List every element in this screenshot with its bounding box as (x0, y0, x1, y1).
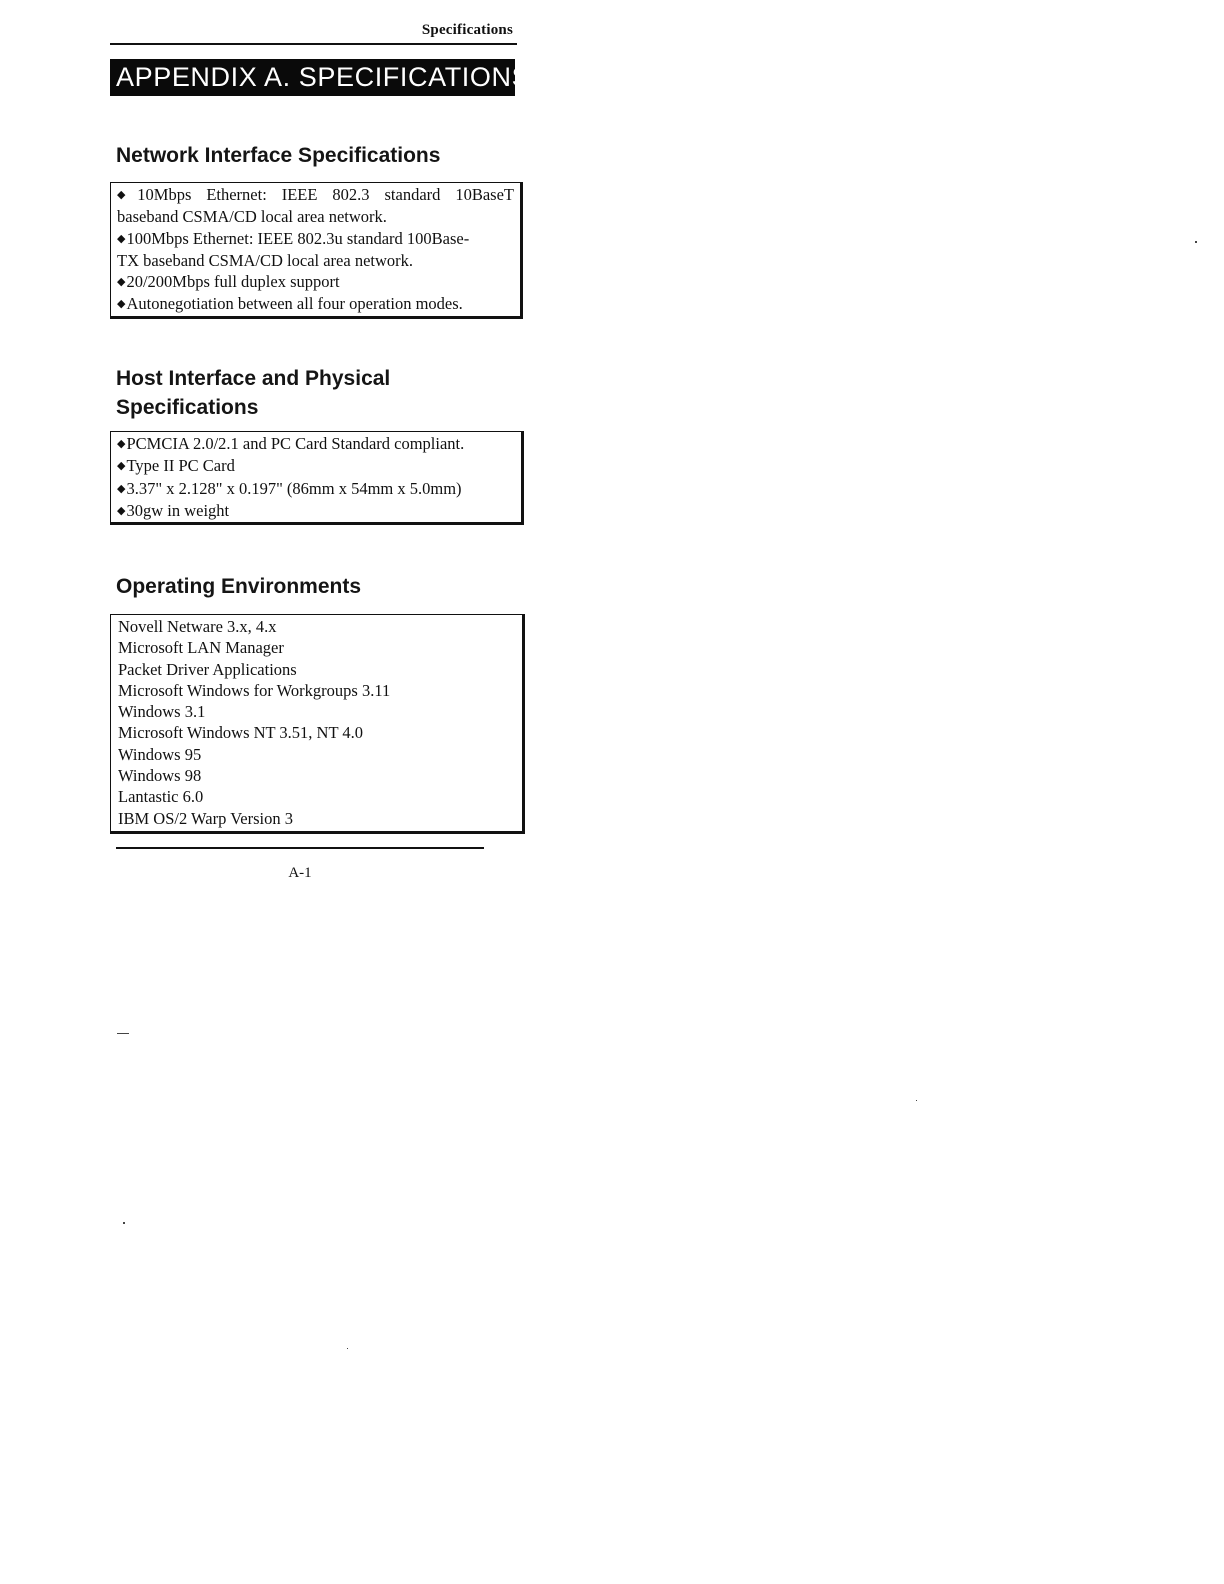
bullet-icon: ◆ (117, 232, 126, 245)
bullet-icon: ◆ (117, 276, 126, 289)
scan-speck (347, 1348, 348, 1349)
bullet-icon: ◆ (117, 189, 137, 201)
network-section-heading: Network Interface Specifications (116, 144, 441, 167)
os-item: Microsoft Windows for Workgroups 3.11 (118, 680, 391, 700)
header-rule (110, 43, 517, 45)
spec-line: ◆20/200Mbps full duplex support (117, 272, 340, 292)
spec-line: baseband CSMA/CD local area network. (117, 207, 387, 227)
spec-line: ◆10Mbps Ethernet: IEEE 802.3 standard 10BaseT (117, 185, 514, 204)
os-item: Microsoft LAN Manager (118, 638, 284, 658)
running-header: Specifications (421, 22, 513, 38)
page-number: A-1 (288, 865, 312, 881)
bullet-icon: ◆ (117, 504, 126, 517)
spec-line: ◆Autonegotiation between all four operation modes. (117, 294, 463, 314)
spec-line: TX baseband CSMA/CD local area network. (117, 250, 414, 270)
scan-speck (117, 1033, 129, 1034)
host-spec-box (110, 431, 524, 525)
bullet-icon: ◆ (117, 438, 126, 450)
operating-environments-box (110, 614, 525, 834)
bullet-icon: ◆ (117, 460, 126, 473)
spec-line: ◆100Mbps Ethernet: IEEE 802.3u standard 100Base- (117, 228, 470, 248)
scan-speck (1195, 241, 1197, 243)
spec-line: ◆PCMCIA 2.0/2.1 and PC Card Standard compliant. (117, 434, 465, 453)
scan-speck (123, 1222, 125, 1224)
os-item: Novell Netware 3.x, 4.x (118, 617, 277, 636)
os-item: Windows 95 (118, 744, 202, 764)
spec-line: ◆3.37" x 2.128" x 0.197" (86mm x 54mm x 5.0mm) (117, 478, 462, 498)
os-item: IBM OS/2 Warp Version 3 (118, 808, 293, 828)
os-item: Windows 3.1 (118, 702, 206, 722)
network-spec-box (110, 182, 523, 319)
bullet-icon: ◆ (117, 298, 126, 311)
scan-speck (916, 1100, 917, 1101)
os-item: Windows 98 (118, 766, 202, 786)
operating-section-heading: Operating Environments (116, 575, 362, 598)
footer-rule (116, 847, 484, 849)
spec-line: ◆30gw in weight (117, 500, 230, 520)
appendix-title-banner: APPENDIX A. SPECIFICATIONS (110, 59, 515, 96)
bullet-icon: ◆ (117, 482, 126, 495)
os-item: Packet Driver Applications (118, 659, 297, 679)
host-section-heading: Host Interface and Physical Specifications (116, 367, 391, 419)
spec-line: ◆Type II PC Card (117, 456, 235, 476)
os-item: Microsoft Windows NT 3.51, NT 4.0 (118, 723, 364, 743)
os-item: Lantastic 6.0 (118, 787, 204, 807)
